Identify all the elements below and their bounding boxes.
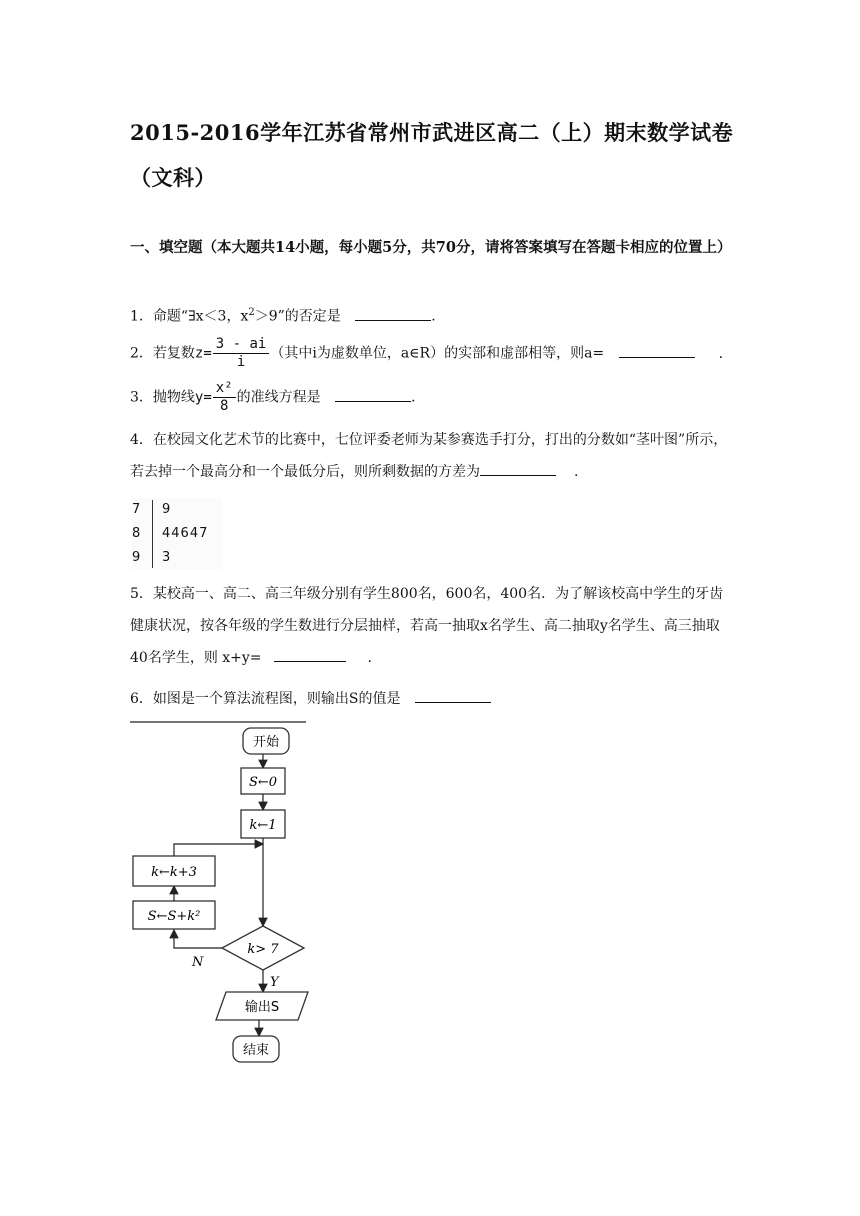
question-2 — [130, 336, 723, 371]
q3-lhs: y= — [194, 389, 212, 406]
leaf-values: 3 — [162, 550, 172, 565]
q2-end: . — [718, 345, 724, 362]
answer-blank-5[interactable] — [274, 645, 346, 662]
stem-value: 8 — [132, 526, 141, 541]
q5-end: . — [367, 650, 372, 666]
answer-blank-1[interactable] — [355, 304, 431, 321]
start-label: 开始 — [252, 735, 280, 750]
q1-prefix: 1．命题“∃x＜3，x — [130, 308, 249, 325]
leaf-values: 9 — [162, 502, 172, 517]
q6-text: 6．如图是一个算法流程图，则输出S的值是 — [130, 691, 401, 707]
loop-back-arrow — [174, 844, 263, 856]
answer-blank-4[interactable] — [480, 459, 556, 476]
q4-end: . — [574, 464, 579, 480]
init-k-label: k←1 — [249, 818, 277, 833]
yes-label: Y — [270, 975, 279, 990]
answer-blank-2[interactable] — [619, 341, 695, 358]
answer-blank-6[interactable] — [415, 686, 491, 703]
no-branch-arrow — [174, 930, 222, 948]
question-6 — [130, 684, 491, 714]
q4-text: 4．在校园文化艺术节的比赛中，七位评委老师为某参赛选手打分，打出的分数如“茎叶图”所示，若去掉一个最高分和一个最低分后，则所剩数据的方差为 — [130, 432, 728, 480]
q3-suffix: 的准线方程是 — [236, 389, 321, 406]
question-4 — [130, 424, 735, 488]
q3-fraction — [213, 380, 236, 415]
output-label: 输出S — [244, 1000, 280, 1015]
q2-numerator: 3 - ai — [213, 336, 270, 354]
q2-prefix: 2．若复数 — [130, 345, 195, 362]
leaf-values: 44647 — [162, 526, 209, 541]
section-heading: 一、填空题（本大题共14小题，每小题5分，共70分，请将答案填写在答题卡相应的位置上） — [130, 239, 732, 256]
q3-end: . — [411, 389, 416, 406]
no-label: N — [192, 955, 204, 970]
question-3 — [130, 380, 416, 415]
q2-fraction — [213, 336, 270, 371]
q3-prefix: 3．抛物线 — [130, 389, 195, 406]
stem-value: 9 — [132, 550, 141, 565]
algorithm-flowchart — [130, 718, 320, 1068]
q3-denominator: 8 — [219, 398, 229, 414]
q1-exponent: 2 — [248, 307, 255, 318]
q2-suffix: （其中i为虚数单位，a∈R）的实部和虚部相等，则a= — [270, 345, 605, 362]
update-s-label: S←S+k² — [147, 909, 201, 924]
question-5 — [130, 578, 735, 674]
update-k-label: k←k+3 — [151, 865, 197, 880]
q2-denominator: i — [236, 354, 246, 370]
condition-label: k> 7 — [247, 942, 279, 957]
q2-lhs: z= — [194, 345, 212, 362]
answer-blank-3[interactable] — [335, 385, 411, 402]
stem-value: 7 — [132, 502, 141, 517]
q1-end: . — [431, 308, 436, 325]
end-label: 结束 — [242, 1043, 270, 1058]
q3-numerator: x² — [213, 380, 236, 398]
page-title: 2015-2016学年江苏省常州市武进区高二（上）期末数学试卷（文科） — [130, 120, 734, 190]
q5-text: 5．某校高一、高二、高三年级分别有学生800名，600名，400名．为了解该校高中学生的牙齿健康状况，按各年级的学生数进行分层抽样，若高一抽取x名学生、高二抽取y名学生、高三抽取40名学生，则 x+y= — [130, 586, 724, 666]
init-s-label: S←0 — [248, 775, 278, 790]
question-1 — [130, 298, 436, 332]
stem-leaf-plot — [132, 498, 222, 570]
stem-leaf-divider — [152, 500, 153, 568]
q1-suffix: ＞9”的否定是 — [254, 308, 341, 325]
